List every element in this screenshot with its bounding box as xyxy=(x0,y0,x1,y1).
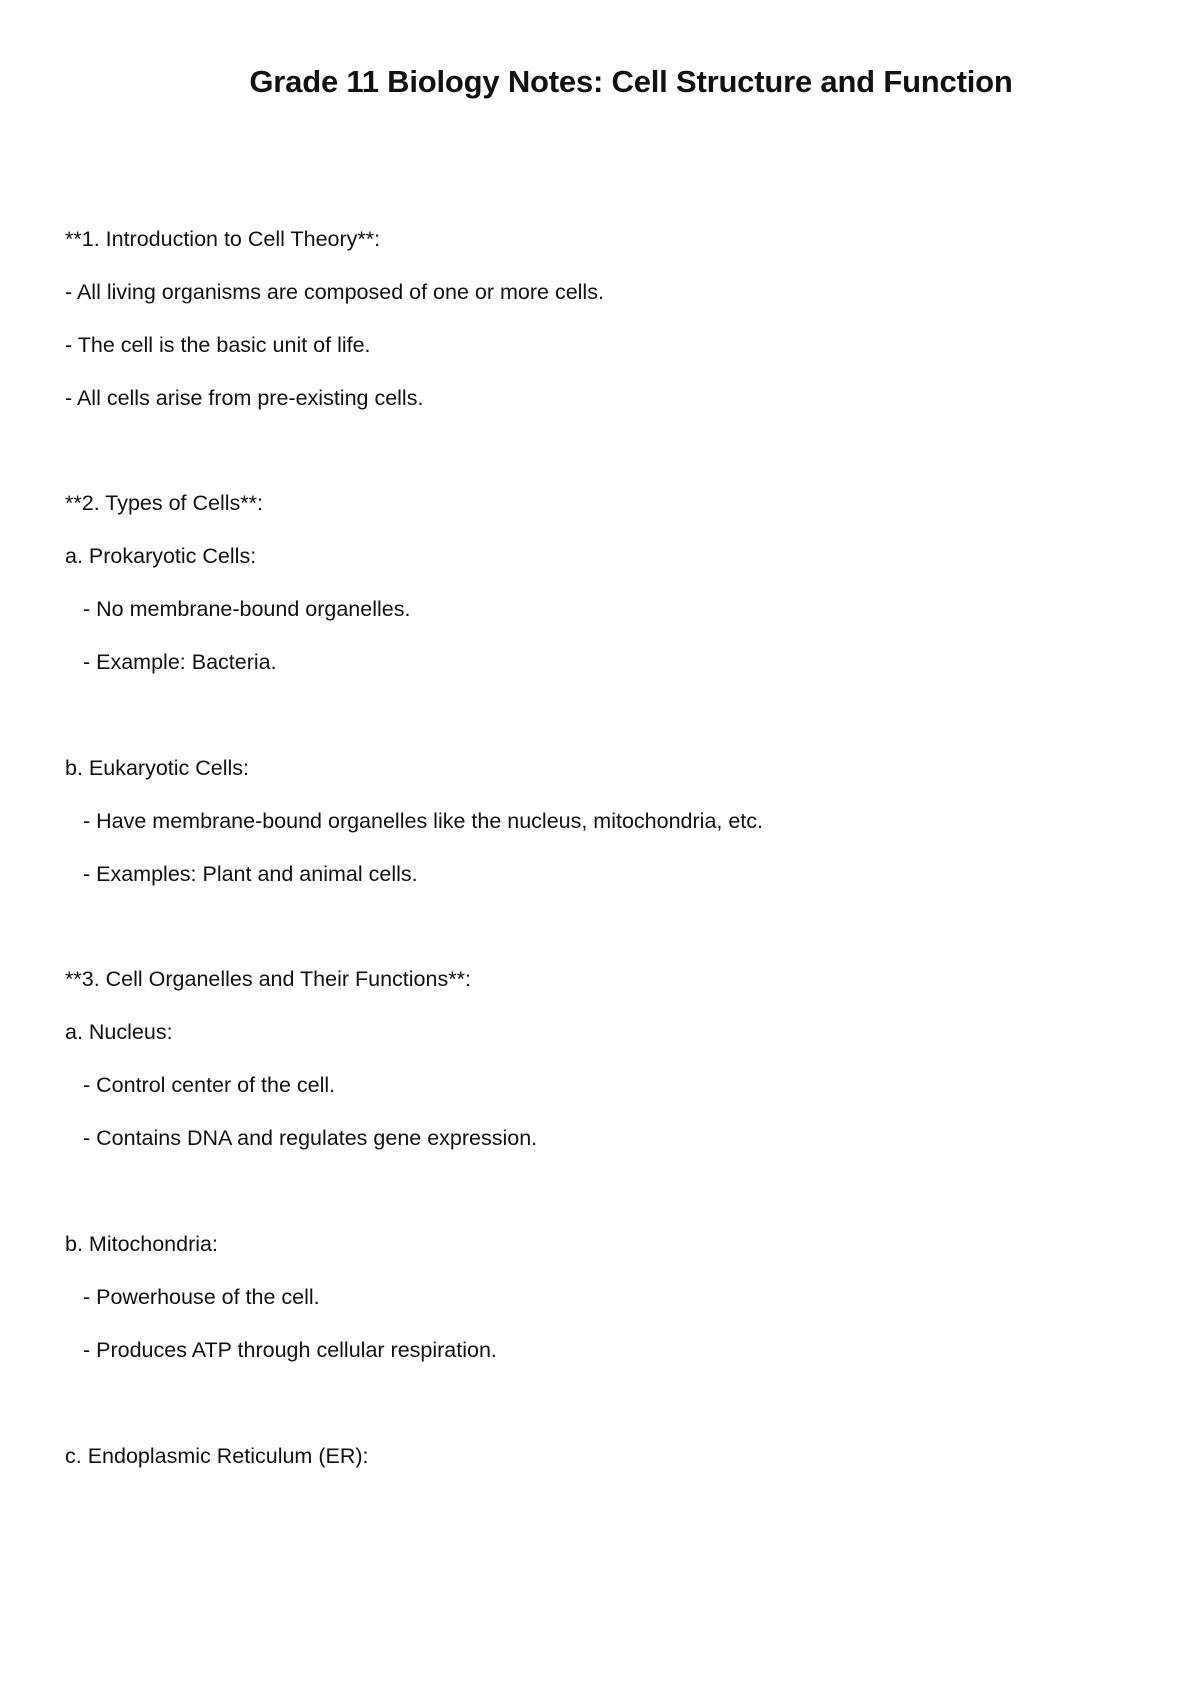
subsection-label-eukaryotic: b. Eukaryotic Cells: xyxy=(65,756,250,780)
list-item: - All cells arise from pre-existing cells. xyxy=(65,386,424,410)
list-item: - Control center of the cell. xyxy=(83,1073,336,1097)
subsection-label-nucleus: a. Nucleus: xyxy=(65,1020,173,1044)
list-item: - Produces ATP through cellular respiration. xyxy=(83,1338,497,1362)
list-item: - Example: Bacteria. xyxy=(83,650,277,674)
list-item: - No membrane-bound organelles. xyxy=(83,597,411,621)
page-title: Grade 11 Biology Notes: Cell Structure and Function xyxy=(249,64,1013,99)
subsection-label-endoplasmic-reticulum: c. Endoplasmic Reticulum (ER): xyxy=(65,1444,369,1468)
subsection-label-prokaryotic: a. Prokaryotic Cells: xyxy=(65,544,257,568)
list-item: - Have membrane-bound organelles like the nucleus, mitochondria, etc. xyxy=(83,809,764,833)
list-item: - Powerhouse of the cell. xyxy=(83,1285,320,1309)
section-heading-types-of-cells: **2. Types of Cells**: xyxy=(65,491,263,515)
section-heading-organelles: **3. Cell Organelles and Their Functions**: xyxy=(65,967,471,991)
list-item: - Examples: Plant and animal cells. xyxy=(83,862,418,886)
section-heading-cell-theory: **1. Introduction to Cell Theory**: xyxy=(65,227,381,251)
subsection-label-mitochondria: b. Mitochondria: xyxy=(65,1232,218,1256)
list-item: - All living organisms are composed of one or more cells. xyxy=(65,280,604,304)
list-item: - The cell is the basic unit of life. xyxy=(65,333,371,357)
list-item: - Contains DNA and regulates gene expression. xyxy=(83,1126,538,1150)
